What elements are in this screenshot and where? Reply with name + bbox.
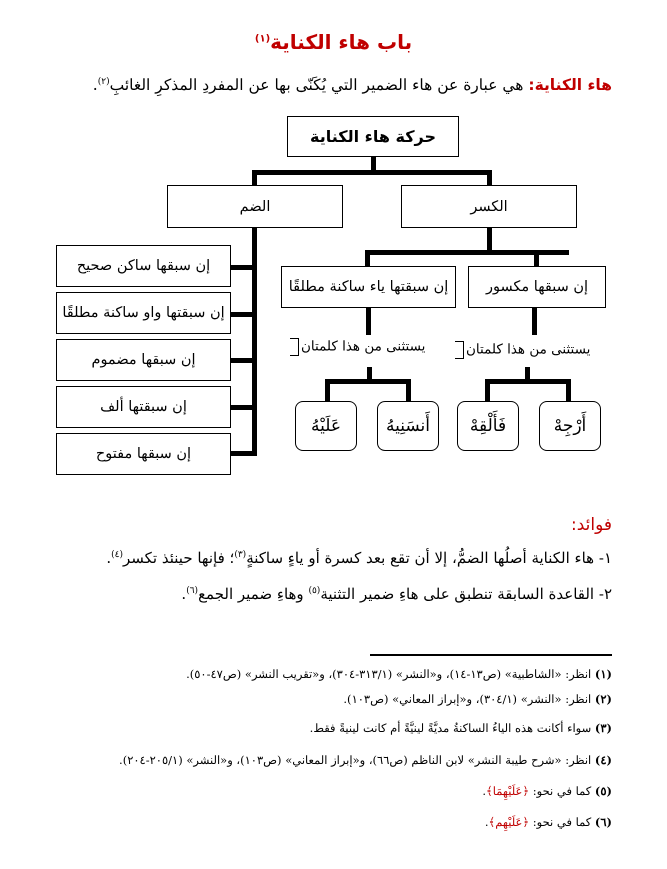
benefit-text: وهاءِ ضمير الجمع — [198, 585, 309, 603]
footnote — [12, 784, 612, 798]
damm-item-label: إن سبقتها ألف — [100, 399, 187, 415]
benefits-heading: فوائد: — [570, 515, 612, 535]
damm-item-label: إن سبقها مفتوح — [95, 446, 192, 462]
connector — [252, 228, 257, 456]
quran-word: عَلَيْهِم — [495, 815, 523, 829]
benefit-item — [12, 549, 612, 567]
footnote-ref[interactable]: (٦) — [186, 586, 199, 596]
exception-word — [377, 401, 439, 451]
kasr-branch-ya — [281, 266, 456, 308]
footnote-text: انظر: «الشاطبية» (ص١٣-١٤)، و«النشر» (٣١٣/١-٣٠٤)، و«تقريب النشر» (ص٤٧-٥٠). — [186, 667, 595, 681]
connector — [230, 405, 254, 410]
footnote-ref[interactable]: (٤) — [111, 550, 123, 560]
kasr-label: الكسر — [470, 198, 508, 215]
benefit-end: . — [181, 585, 187, 603]
footnote-end: . — [484, 815, 489, 829]
kasr-branch-label: إن سبقتها ياء ساكنة مطلقًا — [288, 279, 449, 295]
word-label: أَنسَنِيهُ — [386, 416, 430, 436]
damm-item — [56, 339, 231, 381]
benefit-text: هاء الكناية أصلُها الضمُّ، إلا أن تقع بعد كسرة أو ياءٍ ساكنةٍ — [246, 549, 599, 567]
title-footnote-ref[interactable]: (١) — [254, 33, 271, 45]
damm-item — [56, 245, 231, 287]
footnote-number: (٣) — [594, 721, 612, 735]
definition-footnote-ref[interactable]: (٢) — [97, 76, 110, 87]
footnote-text: انظر: «النشر» (٣٠٤/١)، و«إبراز المعاني» (ص١٠٣). — [343, 692, 595, 706]
footnote-ref[interactable]: (٣) — [234, 550, 247, 560]
connector — [230, 312, 254, 317]
quran-ornament-open-icon: ﴿ — [522, 784, 530, 798]
exception-word — [457, 401, 519, 451]
connector — [230, 265, 254, 270]
footnote — [12, 667, 612, 681]
word-label: أَرْجِهْ — [553, 416, 587, 436]
damm-item-label: إن سبقها مضموم — [91, 352, 196, 368]
damm-item-label: إن سبقتها واو ساكنة مطلقًا — [62, 305, 225, 321]
diagram-root — [287, 116, 459, 157]
connector — [252, 170, 492, 175]
quran-ornament-open-icon: ﴿ — [522, 815, 530, 829]
connector — [532, 308, 537, 335]
connector — [566, 379, 571, 401]
footnote-text: سواء أكانت هذه الياءُ الساكنةُ مديَّةً لينيَّةً أم كانت لينيةً فقط. — [309, 721, 595, 735]
damm-node — [167, 185, 343, 228]
connector — [406, 379, 411, 401]
damm-item — [56, 433, 231, 475]
exception-word — [539, 401, 601, 451]
word-label: فَأَلْقِهْ — [469, 416, 507, 436]
word-label: عَلَيْهُ — [311, 416, 342, 436]
footnote-text: كما في نحو: — [529, 784, 595, 798]
connector — [230, 358, 254, 363]
connector — [325, 379, 411, 384]
definition-text: هي عبارة عن هاء الضمير التي يُكَنّى بها عن المفردِ المذكرِ الغائبِ — [109, 76, 529, 94]
benefit-item — [12, 585, 612, 603]
exception-note-ya — [290, 338, 425, 356]
benefit-number: ١- — [598, 549, 612, 567]
footnote-number: (٤) — [594, 753, 612, 767]
connector — [485, 379, 571, 384]
footnote-text: انظر: «شرح طيبة النشر» لابن الناظم (ص٦٦)، و«إبراز المعاني» (ص١٠٣)، و«النشر» (٢٠٥/١-٢٠٤). — [119, 753, 595, 767]
footnote-end: . — [482, 784, 487, 798]
connector — [365, 250, 370, 267]
exception-word — [295, 401, 357, 451]
title-text: باب هاء الكناية — [270, 30, 413, 54]
connector — [485, 379, 490, 401]
quran-ornament-close-icon: ﴾ — [488, 815, 496, 829]
quran-ornament-close-icon: ﴾ — [486, 784, 493, 798]
exception-text: يستثنى من هذا كلمتان — [466, 341, 591, 358]
footnote — [12, 815, 612, 829]
footnote-number: (٢) — [594, 692, 612, 706]
benefit-text: ؛ فإنها حينئذ تكسر — [122, 549, 235, 567]
exception-note-maksur — [455, 341, 590, 359]
benefit-end: . — [106, 549, 112, 567]
kasr-node — [401, 185, 577, 228]
footnote-number: (٥) — [594, 784, 612, 798]
connector — [230, 451, 254, 456]
connector — [366, 308, 371, 335]
definition-term: هاء الكناية: — [528, 76, 612, 94]
damm-item — [56, 386, 231, 428]
benefit-number: ٢- — [598, 585, 612, 603]
definition — [52, 76, 612, 94]
footnote-ref[interactable]: (٥) — [308, 586, 321, 596]
damm-item — [56, 292, 231, 334]
bracket-icon — [455, 341, 464, 359]
footnote-separator — [370, 654, 612, 656]
kasr-branch-maksur — [468, 266, 606, 308]
footnote-text: كما في نحو: — [529, 815, 595, 829]
footnote-number: (٦) — [594, 815, 612, 829]
damm-label: الضم — [239, 198, 271, 215]
quran-word: عَلَيْهِمَا — [492, 784, 523, 798]
footnote — [12, 721, 612, 735]
connector — [325, 379, 330, 401]
kasr-branch-label: إن سبقها مكسور — [485, 279, 589, 295]
footnote-number: (١) — [594, 667, 612, 681]
footnote — [12, 753, 612, 767]
root-label: حركة هاء الكناية — [310, 127, 436, 146]
damm-item-label: إن سبقها ساكن صحيح — [76, 258, 211, 274]
exception-text: يستثنى من هذا كلمتان — [301, 338, 426, 355]
footnote — [12, 692, 612, 706]
bracket-icon — [290, 338, 299, 356]
connector — [534, 250, 539, 267]
definition-end: . — [92, 76, 98, 94]
benefit-text: القاعدة السابقة تنطبق على هاءِ ضمير التثنية — [320, 585, 599, 603]
page-title — [0, 30, 667, 54]
